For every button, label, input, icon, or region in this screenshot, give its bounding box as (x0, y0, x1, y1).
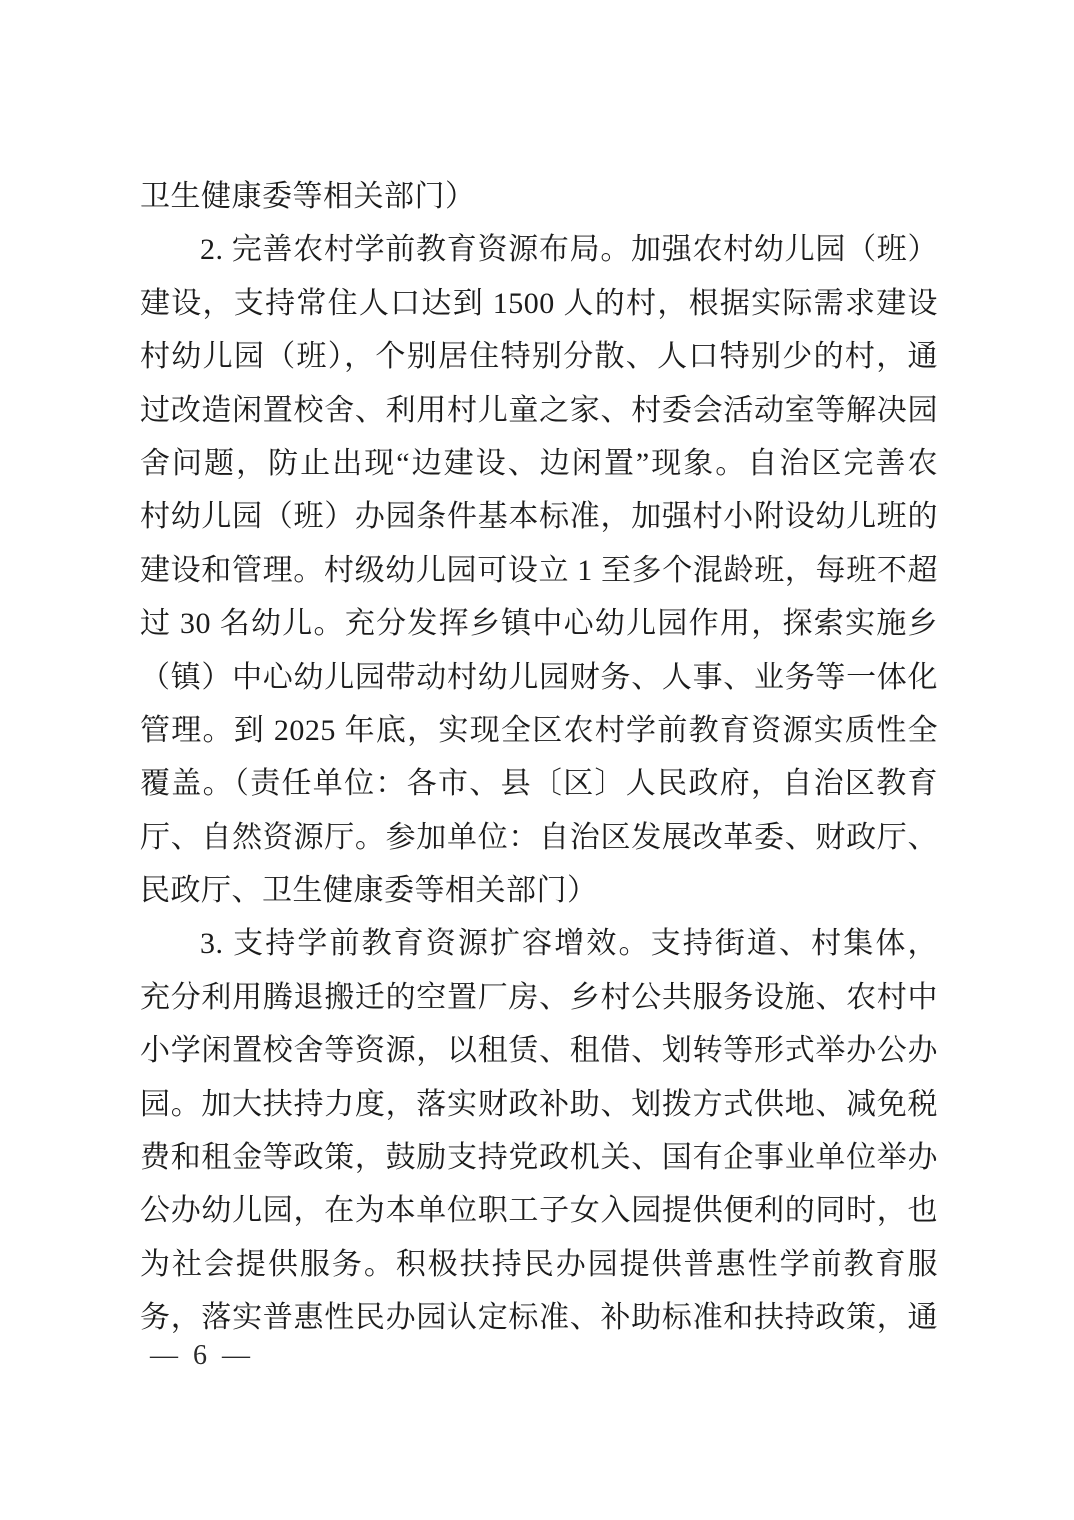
text-line: 充分利用腾退搬迁的空置厂房、乡村公共服务设施、农村中 (140, 980, 938, 1014)
text-line: 村幼儿园（班），个别居住特别分散、人口特别少的村，通 (140, 340, 938, 374)
text-line: 建设，支持常住人口达到 1500 人的村，根据实际需求建设 (140, 286, 938, 320)
text-line: 2. 完善农村学前教育资源布局。加强农村幼儿园（班） (200, 233, 938, 267)
text-line: 过改造闲置校舍、利用村儿童之家、村委会活动室等解决园 (140, 393, 938, 427)
text-line: 公办幼儿园，在为本单位职工子女入园提供便利的同时，也 (140, 1194, 938, 1228)
text-line: 村幼儿园（班）办园条件基本标准，加强村小附设幼儿班的 (140, 500, 938, 534)
text-line: 卫生健康委等相关部门） (140, 180, 476, 213)
text-line: 厅、自然资源厅。参加单位：自治区发展改革委、财政厅、 (140, 820, 938, 854)
text-line: 建设和管理。村级幼儿园可设立 1 至多个混龄班，每班不超 (140, 553, 938, 587)
text-line: 舍问题，防止出现“边建设、边闲置”现象。自治区完善农 (140, 446, 938, 480)
text-line: 过 30 名幼儿。充分发挥乡镇中心幼儿园作用，探索实施乡 (140, 607, 938, 641)
text-line: 园。加大扶持力度，落实财政补助、划拨方式供地、减免税 (140, 1087, 938, 1121)
text-line: 管理。到 2025 年底，实现全区农村学前教育资源实质性全 (140, 713, 938, 747)
text-line: 民政厅、卫生健康委等相关部门） (140, 874, 598, 908)
text-line: 务，落实普惠性民办园认定标准、补助标准和扶持政策，通 (140, 1301, 938, 1335)
text-line: 覆盖。（责任单位：各市、县〔区〕人民政府，自治区教育 (140, 767, 938, 801)
document-body (140, 170, 938, 1345)
text-line: 费和租金等政策，鼓励支持党政机关、国有企事业单位举办 (140, 1141, 938, 1175)
page-number-dash-left: — (150, 1340, 178, 1371)
text-line: 小学闲置校舍等资源，以租赁、租借、划转等形式举办公办 (140, 1034, 938, 1068)
page-number-value: 6 (193, 1340, 207, 1371)
text-line: 为社会提供服务。积极扶持民办园提供普惠性学前教育服 (140, 1247, 938, 1281)
page-number (150, 1340, 250, 1372)
page-number-dash-right: — (222, 1340, 250, 1371)
text-line: （镇）中心幼儿园带动村幼儿园财务、人事、业务等一体化 (140, 660, 938, 694)
text-line: 3. 支持学前教育资源扩容增效。支持街道、村集体， (200, 927, 938, 961)
